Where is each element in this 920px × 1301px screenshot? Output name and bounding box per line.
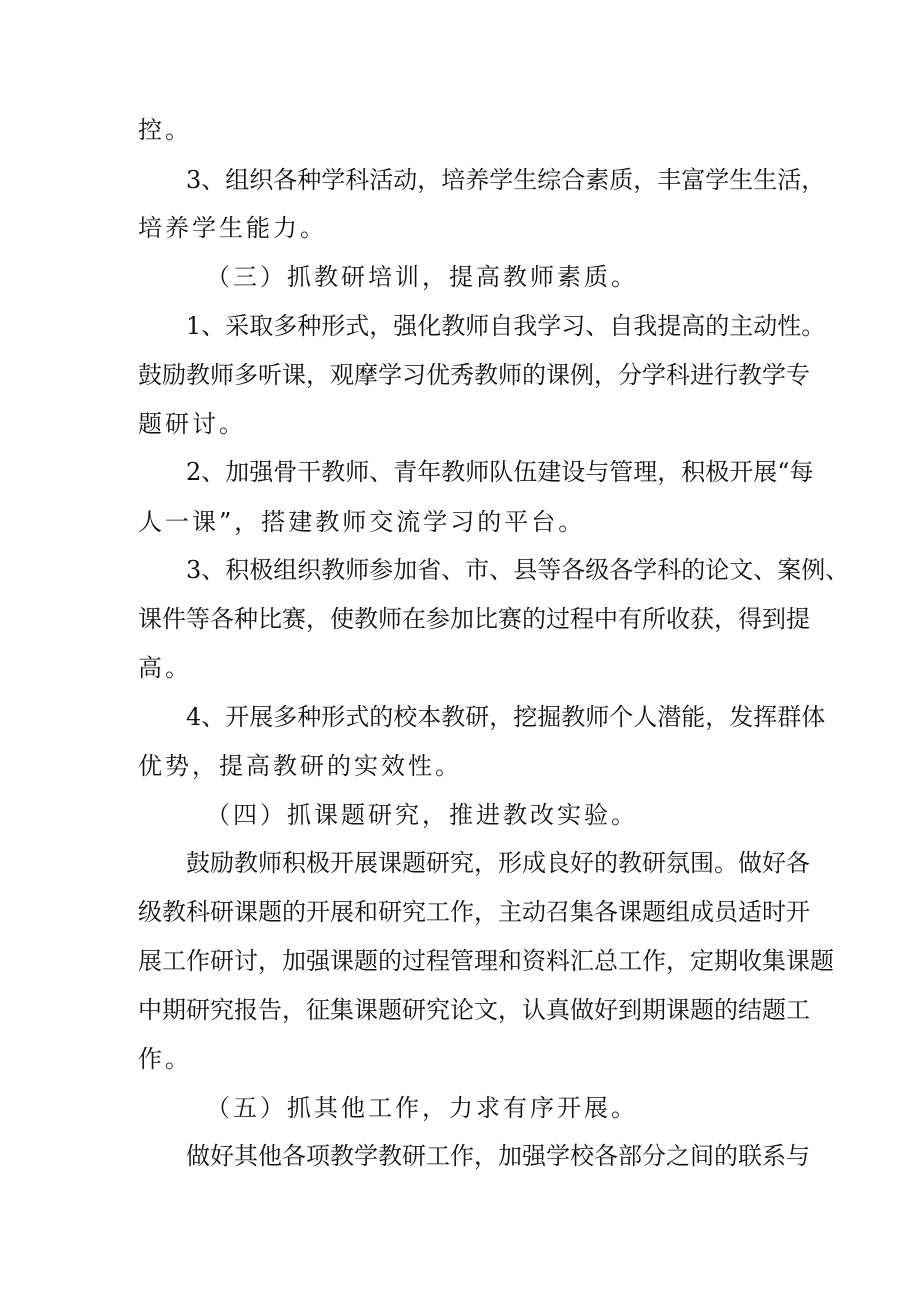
text-line: 优势，提高教研的实效性。 bbox=[138, 752, 462, 780]
text-line: 控。 bbox=[138, 116, 192, 144]
text-line: 鼓励教师积极开展课题研究，形成良好的教研氛围。做好各 bbox=[186, 849, 810, 877]
text-line: 展工作研讨，加强课题的过程管理和资料汇总工作，定期收集课题 bbox=[138, 947, 834, 975]
text-line: 3、组织各种学科活动，培养学生综合素质，丰富学生生活， bbox=[186, 166, 826, 194]
text-line: 1、采取多种形式，强化教师自我学习、自我提高的主动性。 bbox=[186, 312, 826, 340]
text-line: 课件等各种比赛，使教师在参加比赛的过程中有所收获，得到提 bbox=[138, 605, 810, 633]
text-line: 做好其他各项教学教研工作，加强学校各部分之间的联系与 bbox=[186, 1142, 810, 1170]
section-heading: （三）抓教研培训，提高教师素质。 bbox=[206, 263, 638, 291]
text-line: 鼓励教师多听课，观摩学习优秀教师的课例，分学科进行教学专 bbox=[138, 361, 810, 389]
text-line: 4、开展多种形式的校本教研，挖掘教师个人潜能，发挥群体 bbox=[186, 703, 826, 731]
text-line: 作。 bbox=[138, 1045, 192, 1073]
text-line: 培养学生能力。 bbox=[138, 214, 327, 242]
text-line: 高。 bbox=[138, 654, 192, 682]
text-line: 3、积极组织教师参加省、市、县等各级各学科的论文、案例、 bbox=[186, 556, 850, 584]
section-heading: （五）抓其他工作，力求有序开展。 bbox=[206, 1094, 638, 1122]
text-line: 级教科研课题的开展和研究工作，主动召集各课题组成员适时开 bbox=[138, 898, 810, 926]
section-heading: （四）抓课题研究，推进教改实验。 bbox=[206, 801, 638, 829]
text-line: 人一课”，搭建教师交流学习的平台。 bbox=[138, 508, 586, 536]
text-line: 中期研究报告，征集课题研究论文，认真做好到期课题的结题工 bbox=[138, 996, 810, 1024]
text-line: 题研讨。 bbox=[138, 410, 246, 438]
text-line: 2、加强骨干教师、青年教师队伍建设与管理，积极开展“每 bbox=[186, 458, 814, 486]
